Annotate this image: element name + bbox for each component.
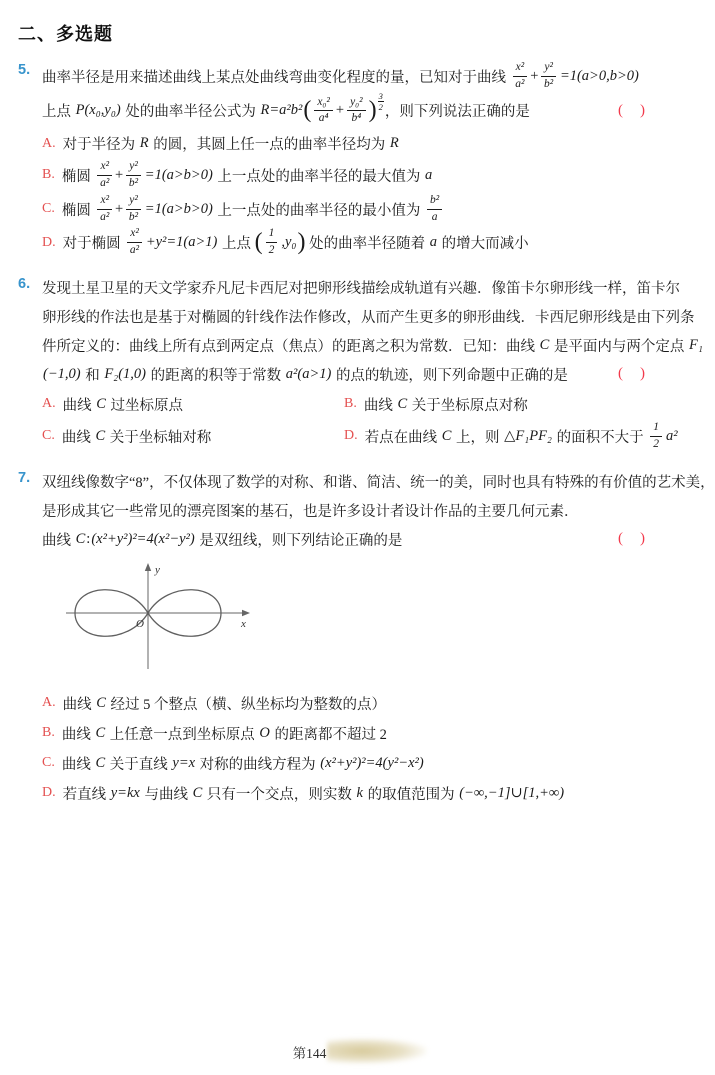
text: 的距离都不超过 2 [270, 726, 387, 743]
fraction-numerator: x₀² [314, 96, 333, 112]
text: + [530, 67, 539, 84]
fraction-numerator: y² [126, 160, 141, 176]
text: 发现土星卫星的天文学家乔凡尼卡西尼对把卵形线描绘成轨道有兴趣．像笛卡尔卵形线一样，笛卡尔 [42, 280, 680, 297]
footer-inner [293, 1042, 327, 1062]
math-text: (−1,0) [43, 365, 81, 382]
math-text: C [75, 530, 86, 547]
bracket-close: ) [640, 530, 645, 547]
fraction-denominator: b² [128, 176, 139, 189]
text: 上一点处的曲率半径的最小值为 [213, 202, 425, 219]
option-letter: D. [42, 234, 56, 250]
fraction [650, 421, 662, 452]
question-line [42, 526, 663, 553]
math-text: C [95, 427, 106, 444]
x-axis-label: x [241, 617, 246, 630]
fraction-denominator: a [431, 210, 438, 223]
question-options [42, 390, 678, 454]
text: 曲线 [61, 429, 95, 446]
math-text: k [356, 784, 363, 801]
fraction-numerator: x² [97, 194, 112, 210]
text: 对称的曲线方程为 [196, 756, 320, 773]
bracket-open: ( [618, 530, 623, 547]
math-text: O [259, 724, 270, 741]
fraction [427, 194, 442, 225]
text: 过坐标原点 [106, 397, 184, 414]
text: 关于直线 [106, 756, 172, 773]
fraction [513, 61, 528, 92]
text: 椭圆 [61, 202, 95, 219]
bracket-open: ( [618, 365, 623, 382]
option-letter: A. [42, 695, 56, 711]
math-text: (−∞,−1]∪[1,+∞) [459, 784, 565, 801]
big-paren: ( [254, 228, 263, 255]
question-body [42, 468, 715, 809]
text: 曲线 [42, 532, 75, 549]
text: 的点的轨迹，则下列命题中正确的是 [332, 367, 568, 384]
text: 双纽线像数字“8”，不仅体现了数学的对称、和谐、简洁、统一的美，同时也具有特殊的有价值的艺术美， [42, 474, 715, 491]
text: 对于半径为 [62, 137, 139, 154]
option-c [42, 193, 663, 226]
text: 的距离的积等于常数 [147, 367, 285, 384]
math-text: C [96, 395, 106, 412]
option-c [42, 749, 663, 778]
text: + [115, 166, 124, 183]
question-number: 5. [18, 62, 31, 78]
text: 曲线 [61, 726, 95, 743]
option-b [42, 159, 663, 192]
x-axis-arrow-icon [242, 609, 250, 615]
answer-bracket [618, 102, 645, 119]
bracket-close: ) [640, 365, 645, 382]
option-d [42, 226, 663, 259]
fraction-numerator: x² [127, 227, 142, 243]
question-number: 6. [18, 275, 31, 292]
question-lines [42, 274, 703, 388]
fraction [127, 227, 142, 258]
text: 卵形线的作法也是基于对椭圆的针线作法作修改，从而产生更多的卵形曲线．卡西尼卵形线是由下列条 [42, 309, 695, 326]
math-text: ,y₀ [281, 234, 297, 251]
option-a [42, 689, 663, 718]
option-letter: C. [42, 428, 55, 444]
math-text: C [192, 784, 203, 801]
math-text: C [539, 336, 550, 353]
fraction-numerator: x² [513, 61, 528, 77]
text: 和 [81, 367, 104, 384]
text: 上点 [218, 236, 255, 253]
text: 上，则 [452, 429, 504, 446]
answer-bracket [618, 366, 645, 383]
math-text: C [397, 395, 408, 412]
math-text: y=kx [110, 784, 140, 801]
math-text: (x²+y²)²=4(x²−y²) [91, 530, 195, 547]
option-letter: A. [42, 135, 56, 151]
text: + [115, 200, 124, 217]
option-a [42, 129, 663, 158]
option-letter: D. [344, 428, 358, 444]
big-paren: ) [297, 228, 306, 255]
text: 的面积不大于 [552, 429, 648, 446]
question-number: 7. [18, 469, 31, 486]
fraction [97, 194, 112, 225]
fraction [541, 61, 556, 92]
fraction-denominator: 2 [268, 244, 275, 257]
text: 关于坐标原点对称 [408, 397, 528, 414]
math-text: a [425, 166, 433, 183]
text: 上任意一点到坐标原点 [106, 726, 259, 743]
text: 上点 [42, 104, 75, 121]
option-letter: B. [344, 396, 357, 412]
math-text: R=a²b² [260, 102, 303, 119]
text: 的取值范围为 [363, 786, 459, 803]
fraction-denominator: a² [515, 77, 525, 90]
scan-smudge [327, 1038, 427, 1064]
text: 曲线 [62, 696, 96, 713]
fraction-numerator: 3 [378, 90, 383, 101]
fraction-denominator: b² [544, 77, 554, 90]
question-line [42, 361, 663, 388]
fraction-denominator: b⁴ [351, 112, 362, 125]
text: 件所定义的：曲线上所有点到两定点（焦点）的距离之积为常数．已知：曲线 [42, 338, 539, 355]
math-text: C [95, 724, 106, 741]
option-letter: B. [42, 725, 55, 741]
text: 经过 5 个整点（横、纵坐标均为整数的点） [106, 696, 387, 713]
math-text: a [429, 234, 437, 251]
exponent-fraction [378, 92, 384, 113]
fraction [347, 96, 366, 127]
text: ，则下列说法正确的是 [384, 104, 530, 121]
math-text: C [96, 694, 106, 711]
figure-container [58, 561, 268, 681]
text: : [86, 530, 91, 547]
question-body [42, 60, 663, 260]
text: 曲线 [363, 397, 397, 414]
option-b [344, 390, 679, 419]
option-b [42, 719, 663, 748]
option-letter: C. [42, 755, 55, 771]
math-text: =1(a>b>0) [144, 200, 213, 217]
text: 若直线 [62, 786, 110, 803]
big-paren: ) [368, 96, 377, 123]
math-text: a² [665, 427, 678, 444]
math-text: △F₁PF₂ [504, 427, 552, 444]
fraction-numerator: y₀² [347, 96, 366, 112]
text: 处的曲率半径随着 [305, 236, 429, 253]
question-lines [42, 468, 715, 553]
fraction-denominator: a⁴ [318, 112, 329, 125]
fraction [97, 160, 112, 191]
bracket-close: ) [640, 102, 645, 119]
text: 椭圆 [61, 168, 95, 185]
text: 对于椭圆 [62, 236, 125, 253]
fraction-denominator: 2 [378, 101, 383, 112]
lemniscate-figure [58, 561, 268, 676]
math-text: =1(a>0,b>0) [559, 67, 639, 84]
text: 的圆，其圆上任一点的曲率半径均为 [149, 137, 389, 154]
y-axis-arrow-icon [145, 563, 151, 571]
text: 上一点处的曲率半径的最大值为 [213, 168, 425, 185]
math-text: (x²+y²)²=4(y²−x²) [320, 754, 424, 771]
text: 曲线 [62, 397, 96, 414]
fraction-denominator: a² [129, 244, 140, 257]
math-text: R [139, 135, 149, 152]
option-letter: A. [42, 396, 56, 412]
option-letter: C. [42, 201, 55, 217]
option-letter: D. [42, 785, 56, 801]
question-options [42, 689, 663, 808]
text: 的增大而减小 [437, 236, 529, 253]
question-line [42, 60, 663, 93]
y-axis-label: y [155, 563, 160, 576]
big-paren: ( [303, 96, 312, 123]
math-text: a²(a>1) [285, 365, 332, 382]
question-line [42, 332, 703, 359]
text: 若点在曲线 [364, 429, 441, 446]
fraction-numerator: y² [541, 61, 556, 77]
math-text: C [95, 754, 106, 771]
fraction-numerator: x² [97, 160, 112, 176]
option-c [42, 420, 344, 453]
fraction-denominator: a² [100, 176, 110, 189]
text: 曲线 [61, 756, 95, 773]
math-text: y=x [172, 754, 196, 771]
fraction-denominator: 2 [653, 437, 659, 450]
question-5 [18, 60, 663, 260]
question-line [42, 274, 680, 301]
math-text: =1(a>b>0) [144, 166, 213, 183]
question-body [42, 274, 703, 454]
fraction [126, 160, 141, 191]
bracket-open: ( [618, 102, 623, 119]
text: 是平面内与两个定点 [550, 338, 689, 355]
math-text: +y²=1(a>1) [145, 234, 218, 251]
question-6 [18, 274, 703, 454]
question-line [42, 497, 663, 524]
text: 处的曲率半径公式为 [121, 104, 260, 121]
text: 与曲线 [140, 786, 192, 803]
answer-bracket [618, 531, 645, 548]
question-lines [42, 60, 663, 127]
text: 只有一个交点，则实数 [203, 786, 356, 803]
section-title: 二、多选题 [18, 24, 113, 44]
fraction-denominator: b² [128, 210, 139, 223]
fraction [266, 227, 278, 258]
fraction [126, 194, 141, 225]
page-footer [0, 1042, 683, 1062]
origin-label: O [136, 617, 144, 630]
option-d [42, 779, 663, 808]
fraction-numerator: 1 [266, 227, 278, 243]
text: 曲率半径是用来描述曲线上某点处曲线弯曲变化程度的量，已知对于曲线 [42, 69, 510, 86]
page-number: 第144 [292, 1046, 327, 1061]
text: 是双纽线，则下列结论正确的是 [195, 532, 403, 549]
option-d [344, 420, 679, 453]
text: 是形成其它一些常见的漂亮图案的基石，也是许多设计者设计作品的主要几何元素． [42, 503, 579, 520]
math-text: P(x₀,y₀) [75, 102, 121, 119]
fraction-numerator: y² [126, 194, 141, 210]
question-line [42, 303, 695, 330]
question-7 [18, 468, 715, 809]
option-letter: B. [42, 167, 55, 183]
math-text: F₁ [689, 336, 703, 353]
math-text: C [441, 427, 452, 444]
fraction [314, 96, 333, 127]
question-line [42, 90, 663, 128]
math-text: R [389, 135, 399, 152]
fraction-numerator: b² [427, 194, 442, 210]
option-a [42, 390, 344, 419]
text: 关于坐标轴对称 [106, 429, 212, 446]
fraction-numerator: 1 [650, 421, 662, 437]
text: + [335, 102, 345, 119]
math-text: F₂(1,0) [104, 365, 147, 382]
question-line [42, 468, 715, 495]
question-options [42, 129, 663, 259]
fraction-denominator: a² [100, 210, 110, 223]
